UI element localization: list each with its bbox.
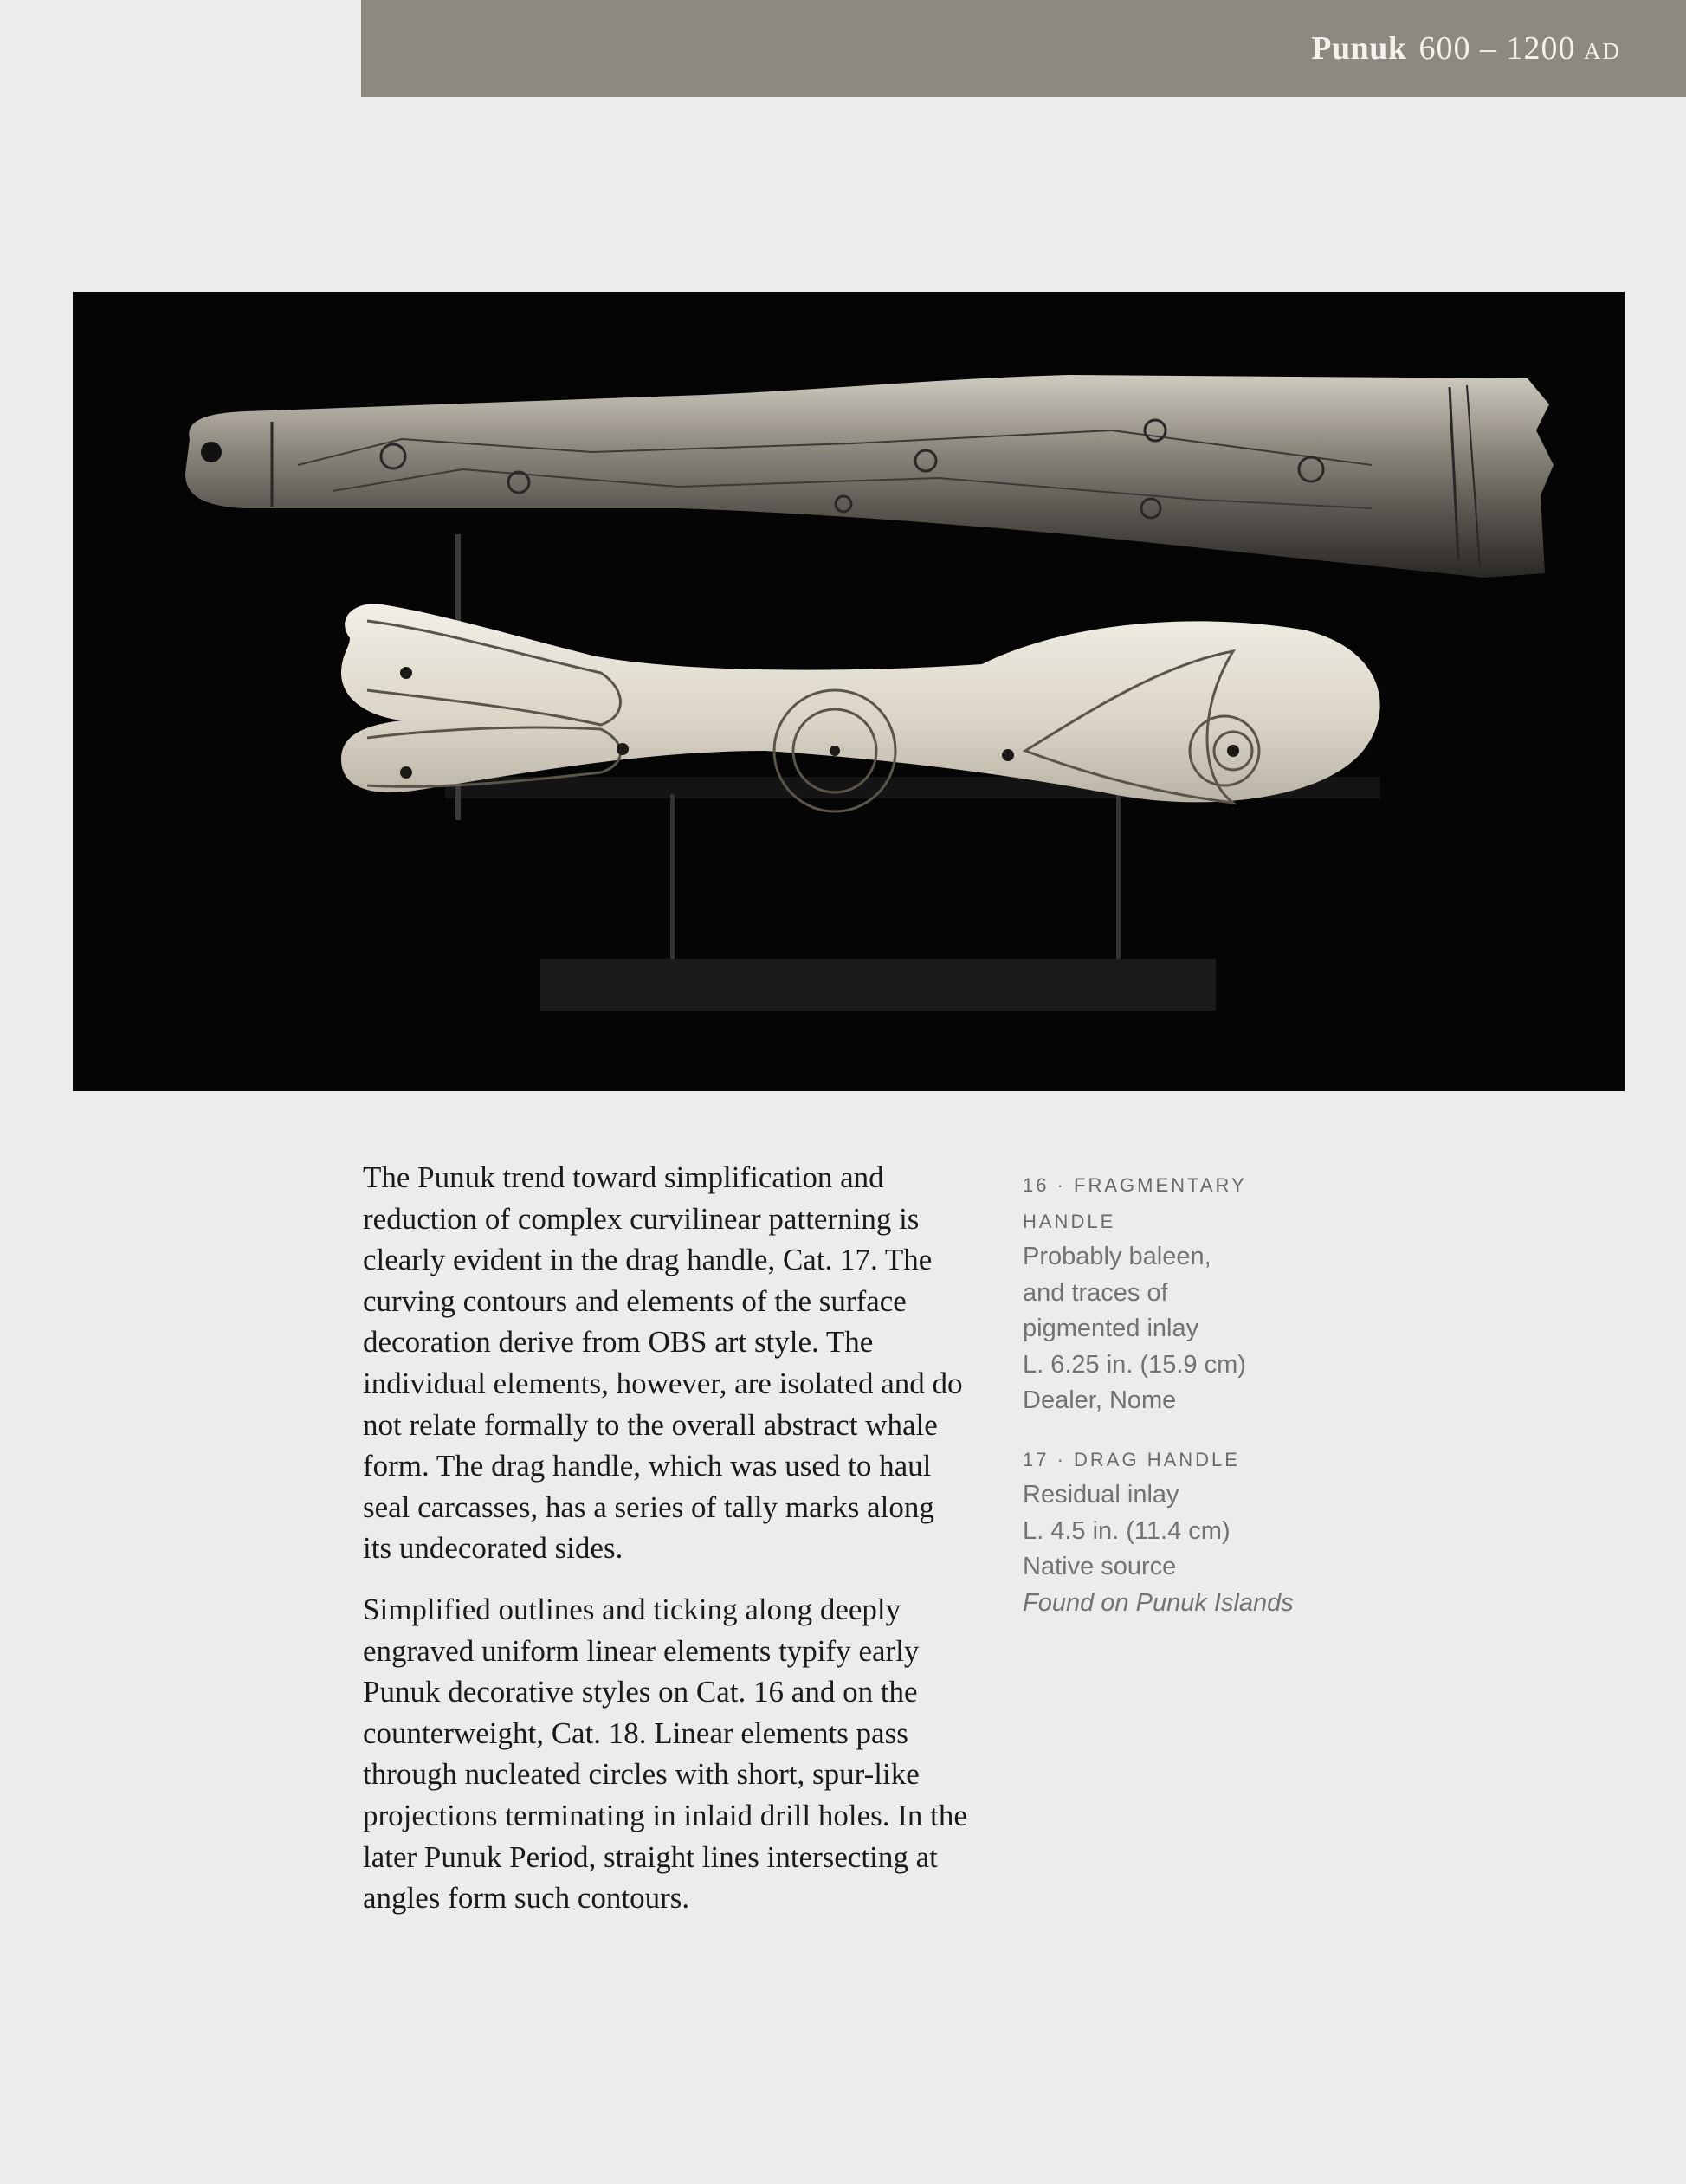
body-text bbox=[363, 1157, 969, 1939]
caption-line: Probably baleen, bbox=[1023, 1243, 1211, 1270]
caption-line: Residual inlay bbox=[1023, 1481, 1179, 1509]
artifact-photograph bbox=[73, 292, 1625, 1091]
caption-line: Found on Punuk Islands bbox=[1023, 1588, 1294, 1617]
header-dates: 600 – 1200 bbox=[1418, 30, 1576, 67]
caption-line: and traces of bbox=[1023, 1278, 1168, 1307]
caption-cat-17 bbox=[1023, 1442, 1334, 1622]
caption-line: L. 6.25 in. (15.9 cm) bbox=[1023, 1350, 1246, 1379]
mount-post bbox=[1116, 794, 1121, 959]
artifact-photo-drawing bbox=[73, 292, 1625, 1091]
fragmentary-handle-object bbox=[185, 375, 1554, 578]
caption-line: L. 4.5 in. (11.4 cm) bbox=[1023, 1516, 1231, 1545]
caption-line: pigmented inlay bbox=[1023, 1315, 1199, 1342]
header-culture: Punuk bbox=[1311, 30, 1407, 67]
header-era: AD bbox=[1584, 38, 1621, 64]
mount-base bbox=[540, 959, 1216, 1011]
caption-cat-16 bbox=[1023, 1167, 1334, 1419]
catalogue-captions bbox=[1023, 1167, 1334, 1644]
caption-line: Dealer, Nome bbox=[1023, 1386, 1177, 1414]
caption-title: 17 · DRAG HANDLE bbox=[1023, 1448, 1240, 1470]
running-header bbox=[1311, 29, 1621, 68]
caption-title: 16 · FRAGMENTARY HANDLE bbox=[1023, 1174, 1247, 1232]
running-header-band bbox=[361, 0, 1686, 97]
mount-post bbox=[670, 794, 675, 959]
caption-line: Native source bbox=[1023, 1553, 1177, 1580]
body-paragraph: The Punuk trend toward simplification and reduction of complex curvilinear patterning is clearly evident in the drag handle, Cat. 17. The curving contours and elements of the surface decoration derive from OBS art style. The individual elements, however, are isolated and do not relate formally to the overall abstract whale form. The drag handle, which was used to haul seal carcasses, has a series of tally marks along its undecorated sides. bbox=[363, 1160, 963, 1566]
body-paragraph: Simplified outlines and ticking along deeply engraved uniform linear elements typify early Punuk decorative styles on Cat. 16 and on the counterweight, Cat. 18. Linear elements pass through nucleated circles with short, spur-like projections terminating in inlaid drill holes. In the later Punuk Period, straight lines intersecting at angles form such contours. bbox=[363, 1592, 967, 1916]
